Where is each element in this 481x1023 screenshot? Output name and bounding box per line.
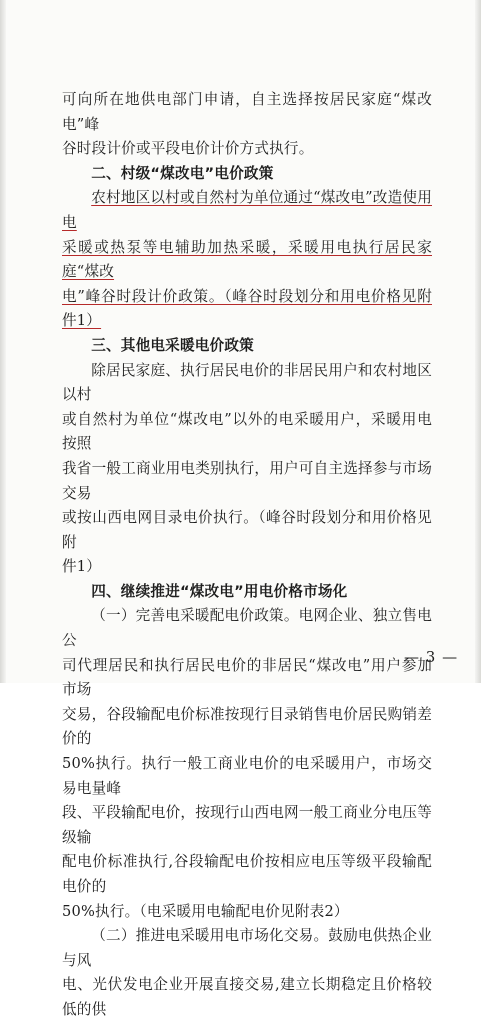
document-body (62, 88, 432, 1023)
section-2-heading: 二、村级“煤改电”电价政策 (91, 164, 274, 182)
section-2-line-2 (62, 236, 432, 285)
section-3-line-5: 件1） (62, 558, 102, 576)
section-3-heading: 三、其他电采暖电价政策 (91, 336, 254, 354)
section-4-p1-line-7: 50%执行。（电采暖用电输配电价见附表2） (62, 902, 349, 920)
intro-line-1: 可向所在地供电部门申请，自主选择按居民家庭“煤改电”峰 (62, 91, 432, 133)
section-2-line-3-text: 电”峰谷时段计价政策。（峰谷时段划分和用电价格见附件1） (62, 287, 432, 330)
section-3-line-3: 我省一般工商业用电类别执行，用户可自主选择参与市场交易 (62, 459, 432, 502)
page-edge-left (0, 0, 6, 683)
section-4-p2-line-1: （二）推进电采暖用电市场化交易。鼓励电供热企业与风 (62, 927, 432, 969)
section-3-line-4: 或按山西电网目录电价执行。（峰谷时段划分和用价格见附 (62, 509, 432, 551)
intro-line-2: 谷时段计价或平段电价计价方式执行。 (62, 140, 314, 158)
section-4-p1-line-4: 50%执行。执行一般工商业电价的电采暖用户，市场交易电量峰 (62, 755, 432, 797)
section-2-line-3 (62, 285, 432, 334)
page-edge-right (475, 0, 481, 683)
section-3-line-2: 或自然村为单位“煤改电”以外的电采暖用户，采暖用电按照 (62, 410, 432, 453)
section-4-heading: 四、继续推进“煤改电”用电价格市场化 (91, 582, 348, 600)
section-4-p1-line-3: 交易，谷段输配电价标准按现行目录销售电价居民购销差价的 (62, 705, 432, 748)
section-4-p2-line-2: 电、光伏发电企业开展直接交易,建立长期稳定且价格较低的供 (62, 976, 432, 1018)
section-4-p1-line-1: （一）完善电采暖配电价政策。电网企业、独立售电公 (62, 607, 432, 650)
section-2-line-2-text: 采暖或热泵等电辅助加热采暖，采暖用电执行居民家庭“煤改 (62, 238, 432, 281)
section-3-line-1: 除居民家庭、执行居民电价的非居民用户和农村地区以村 (62, 361, 432, 404)
section-4-p1-line-2: 司代理居民和执行居民电价的非居民“煤改电”用户参加市场 (62, 656, 432, 699)
section-2-line-1-text: 农村地区以村或自然村为单位通过“煤改电”改造使用电 (62, 189, 432, 231)
page-number: — 3 — (404, 648, 459, 666)
section-4-p1-line-5: 段、平段输配电价，按现行山西电网一般工商业分电压等级输 (62, 804, 432, 846)
section-4-p1-line-6: 配电价标准执行,谷段输配电价按相应电压等级平段输配电价的 (62, 853, 432, 895)
section-2-line-1 (62, 186, 432, 235)
